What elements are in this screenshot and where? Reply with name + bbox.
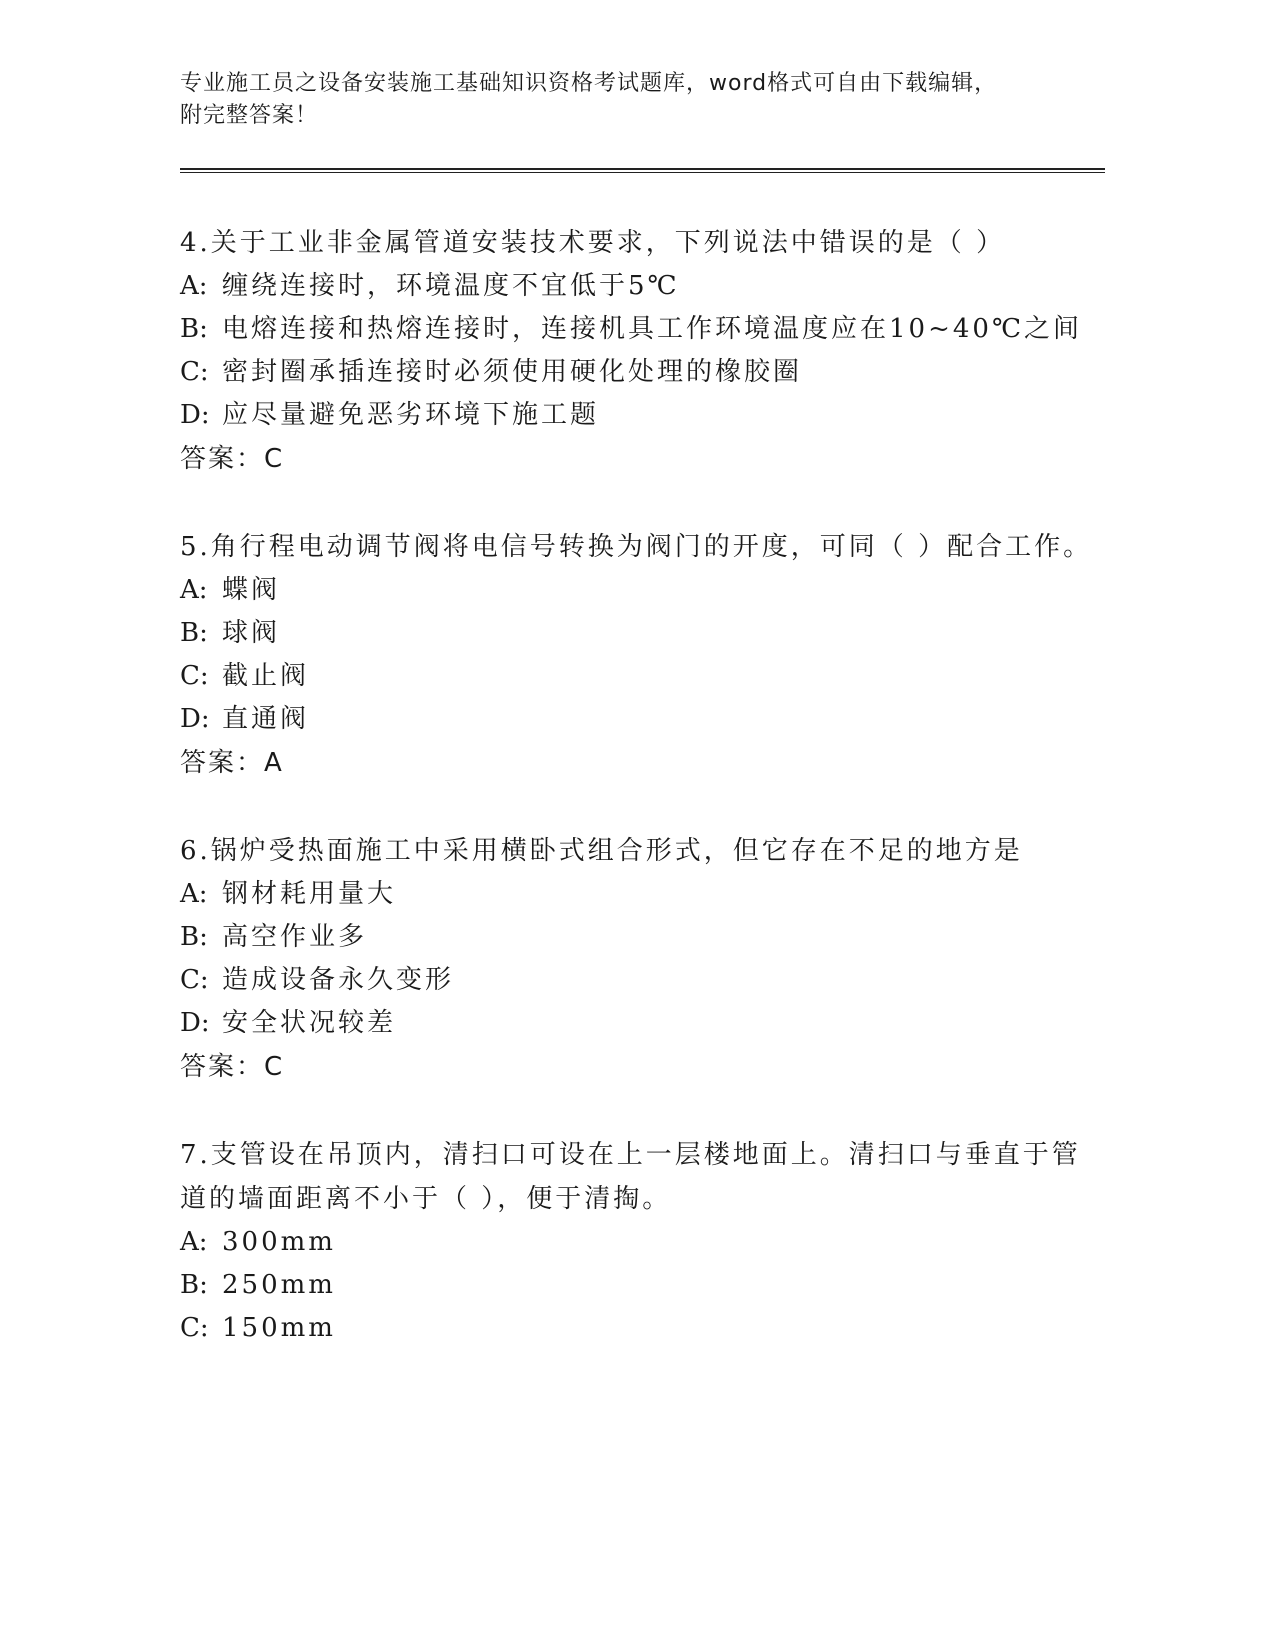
- question-stem: 5.角行程电动调节阀将电信号转换为阀门的开度，可同（ ）配合工作。: [180, 532, 1093, 562]
- header-line-2: 附完整答案！: [180, 103, 319, 128]
- option-d: [180, 1002, 1105, 1045]
- answer-line: [180, 1045, 1105, 1089]
- option-c: [180, 1307, 1105, 1350]
- answer-line: [180, 741, 1105, 785]
- option-d: [180, 394, 1105, 437]
- question-5: [180, 525, 1105, 785]
- option-letter: B:: [180, 1270, 208, 1300]
- header-line-1: 专业施工员之设备安装施工基础知识资格考试题库，word格式可自由下载编辑，: [180, 71, 998, 96]
- option-letter: A:: [180, 879, 208, 909]
- question-4: [180, 221, 1105, 481]
- option-text: 造成设备永久变形: [222, 965, 455, 995]
- option-letter: B:: [180, 618, 208, 648]
- option-letter: C:: [180, 1313, 209, 1343]
- answer-label: 答案：: [180, 1052, 265, 1082]
- document-page: [180, 68, 1105, 1350]
- answer-label: 答案：: [180, 748, 265, 778]
- option-text: 密封圈承插连接时必须使用硬化处理的橡胶圈: [222, 357, 803, 387]
- option-b: [180, 612, 1105, 655]
- option-text: 电熔连接和热熔连接时，连接机具工作环境温度应在10~40℃之间: [222, 314, 1083, 344]
- option-text: 150mm: [222, 1313, 336, 1343]
- option-c: [180, 959, 1105, 1002]
- option-letter: D:: [180, 704, 210, 734]
- question-6: [180, 829, 1105, 1089]
- option-letter: C:: [180, 661, 209, 691]
- option-text: 应尽量避免恶劣环境下施工题: [222, 400, 600, 430]
- option-b: [180, 1264, 1105, 1307]
- option-text: 250mm: [222, 1270, 336, 1300]
- option-text: 截止阀: [222, 661, 310, 691]
- option-text: 缠绕连接时，环境温度不宜低于5℃: [222, 271, 680, 301]
- option-text: 蝶阀: [222, 575, 281, 605]
- option-text: 300mm: [222, 1227, 336, 1257]
- option-a: [180, 569, 1105, 612]
- option-text: 高空作业多: [222, 922, 368, 952]
- option-text: 钢材耗用量大: [222, 879, 397, 909]
- header-divider: [180, 168, 1105, 173]
- option-letter: C:: [180, 357, 209, 387]
- option-letter: D:: [180, 400, 210, 430]
- answer-value: A: [264, 748, 282, 778]
- option-a: [180, 265, 1105, 308]
- answer-value: C: [264, 444, 283, 474]
- question-stem: 7.支管设在吊顶内，清扫口可设在上一层楼地面上。清扫口与垂直于管道的墙面距离不小于（ ），便于清掏。: [180, 1140, 1081, 1214]
- question-stem: 6.锅炉受热面施工中采用横卧式组合形式，但它存在不足的地方是: [180, 836, 1023, 866]
- option-a: [180, 1221, 1105, 1264]
- option-letter: A:: [180, 271, 208, 301]
- answer-label: 答案：: [180, 444, 265, 474]
- option-text: 安全状况较差: [222, 1008, 397, 1038]
- option-letter: C:: [180, 965, 209, 995]
- option-b: [180, 308, 1105, 351]
- option-d: [180, 698, 1105, 741]
- option-letter: B:: [180, 314, 208, 344]
- option-letter: A:: [180, 1227, 208, 1257]
- option-text: 球阀: [222, 618, 281, 648]
- option-c: [180, 351, 1105, 394]
- question-7: [180, 1133, 1105, 1350]
- document-header: [180, 68, 1105, 132]
- option-a: [180, 873, 1105, 916]
- option-c: [180, 655, 1105, 698]
- question-stem: 4.关于工业非金属管道安装技术要求，下列说法中错误的是（ ）: [180, 228, 1006, 258]
- answer-value: C: [264, 1052, 283, 1082]
- option-letter: B:: [180, 922, 208, 952]
- option-letter: D:: [180, 1008, 210, 1038]
- option-text: 直通阀: [222, 704, 310, 734]
- option-letter: A:: [180, 575, 208, 605]
- option-b: [180, 916, 1105, 959]
- answer-line: [180, 437, 1105, 481]
